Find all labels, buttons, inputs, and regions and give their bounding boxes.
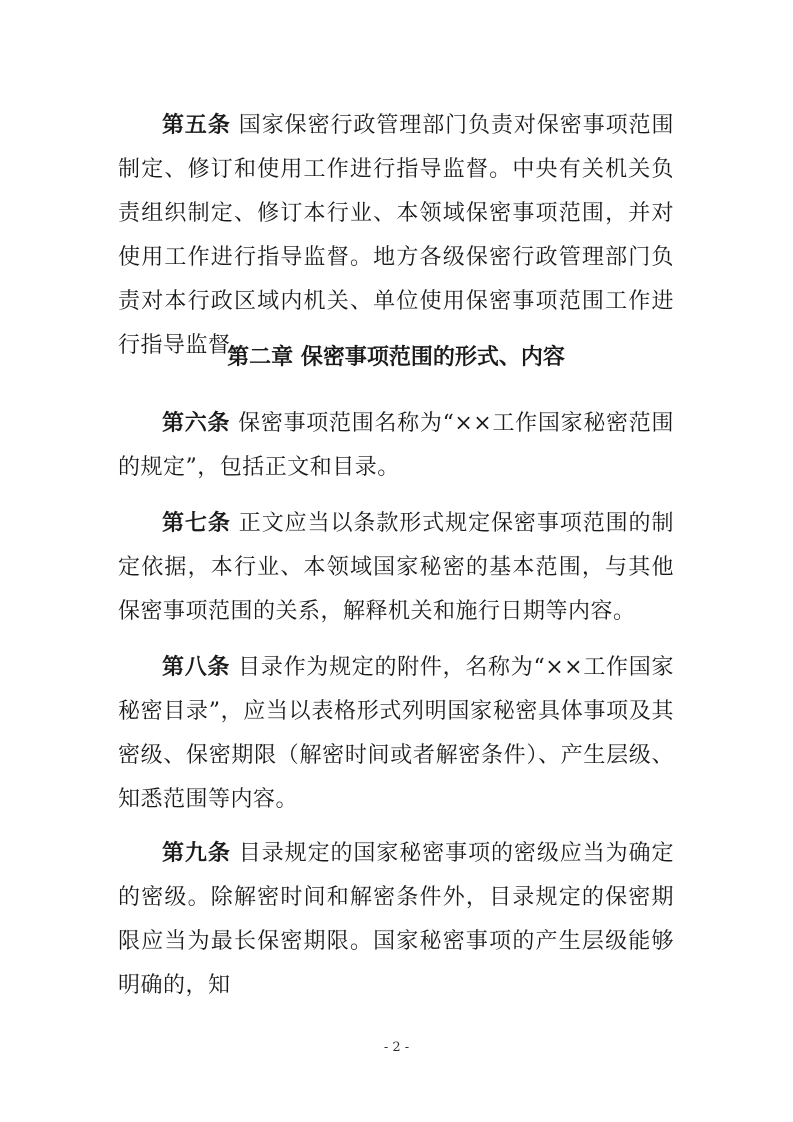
- article-9: [118, 832, 674, 1008]
- chapter-heading: 第二章 保密事项范围的形式、内容: [227, 345, 565, 370]
- article-8-text: 目录作为规定的附件，名称为“××工作国家秘密目录”，应当以表格形式列明国家秘密具体事项及其密级、保密期限（解密时间或者解密条件）、产生层级、知悉范围等内容。: [118, 655, 674, 812]
- article-7: [118, 502, 674, 634]
- article-8-label: 第八条: [162, 655, 231, 680]
- article-6-label: 第六条: [162, 411, 231, 436]
- article-6-text: 保密事项范围名称为“××工作国家秘密范围的规定”，包括正文和目录。: [118, 411, 674, 480]
- article-9-label: 第九条: [162, 841, 231, 866]
- article-7-label: 第七条: [162, 511, 231, 536]
- article-6: [118, 402, 674, 490]
- article-5-text: 国家保密行政管理部门负责对保密事项范围制定、修订和使用工作进行指导监督。中央有关机关负责组织制定、修订本行业、本领域保密事项范围，并对使用工作进行指导监督。地方各级保密行政管理部门负责对本行政区域内机关、单位使用保密事项范围工作进行指导监督。: [118, 113, 674, 358]
- article-7-text: 正文应当以条款形式规定保密事项范围的制定依据，本行业、本领域国家秘密的基本范围，与其他保密事项范围的关系，解释机关和施行日期等内容。: [118, 511, 674, 624]
- article-5: [118, 104, 674, 368]
- article-5-label: 第五条: [162, 113, 231, 138]
- article-8: [118, 646, 674, 822]
- article-9-text: 目录规定的国家秘密事项的密级应当为确定的密级。除解密时间和解密条件外，目录规定的保密期限应当为最长保密期限。国家秘密事项的产生层级能够明确的，知: [118, 841, 674, 998]
- page-number: - 2 -: [383, 1040, 410, 1055]
